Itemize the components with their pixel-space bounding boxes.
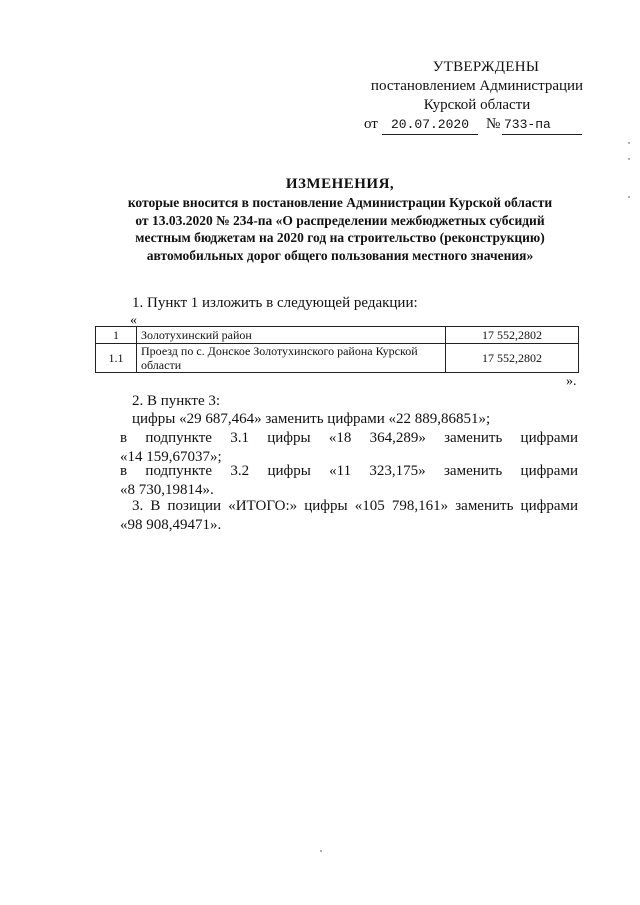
paragraph-2c-line-1: в подпункте 3.2 цифры «11 323,175» заменить цифрами: [120, 463, 578, 479]
title-main: ИЗМЕНЕНИЯ,: [285, 176, 395, 192]
title-line-1: которые вносится в постановление Администрации Курской области: [127, 195, 553, 210]
approval-line-2: Курской области: [423, 97, 531, 113]
number-prefix: №: [486, 116, 501, 132]
row-number: 1: [96, 327, 137, 344]
paragraph-1: 1. Пункт 1 изложить в следующей редакции:: [132, 295, 418, 311]
approval-date: 20.07.2020: [382, 115, 478, 135]
approval-heading: УТВЕРЖДЕНЫ: [432, 59, 540, 75]
document-title: [80, 174, 600, 264]
paragraph-2b-line-2: «14 159,67037»;: [120, 449, 222, 465]
scan-speck: [628, 142, 630, 144]
row-value: 17 552,2802: [446, 327, 579, 344]
row-value: 17 552,2802: [446, 344, 579, 373]
approval-line-1: постановлением Администрации: [370, 78, 584, 94]
date-prefix: от: [364, 116, 378, 132]
row-name: Золотухинский район: [137, 327, 446, 344]
title-line-3: местным бюджетам на 2020 год на строительство (реконструкцию): [135, 230, 545, 245]
paragraph-2b-line-1: в подпункте 3.1 цифры «18 364,289» заменить цифрами: [120, 430, 578, 446]
row-name: Проезд по с. Донское Золотухинского района Курской области: [137, 344, 446, 373]
title-line-4: автомобильных дорог общего пользования местного значения»: [146, 247, 534, 263]
paragraph-3-line-1: 3. В позиции «ИТОГО:» цифры «105 798,161» заменить цифрами: [132, 498, 578, 514]
table-row: [96, 344, 579, 373]
table-row: [96, 327, 579, 344]
title-line-2: от 13.03.2020 № 234-па «О распределении межбюджетных субсидий: [135, 212, 545, 228]
scan-speck: [628, 158, 630, 160]
quote-open: «: [130, 313, 137, 328]
approval-date-row: [362, 115, 592, 135]
scan-speck: [628, 196, 630, 198]
paragraph-3-line-2: «98 908,49471».: [120, 517, 222, 533]
row-number: 1.1: [96, 344, 137, 373]
approval-number: 733-па: [502, 115, 582, 135]
paragraph-2: 2. В пункте 3:: [132, 393, 221, 409]
paragraph-2c-line-2: «8 730,19814».: [120, 482, 214, 498]
quote-close: ».: [566, 374, 577, 389]
scan-speck: [320, 850, 322, 852]
paragraph-2a: цифры «29 687,464» заменить цифрами «22 889,86851»;: [132, 411, 491, 427]
changes-table: [95, 326, 579, 373]
approval-block: [362, 58, 592, 135]
